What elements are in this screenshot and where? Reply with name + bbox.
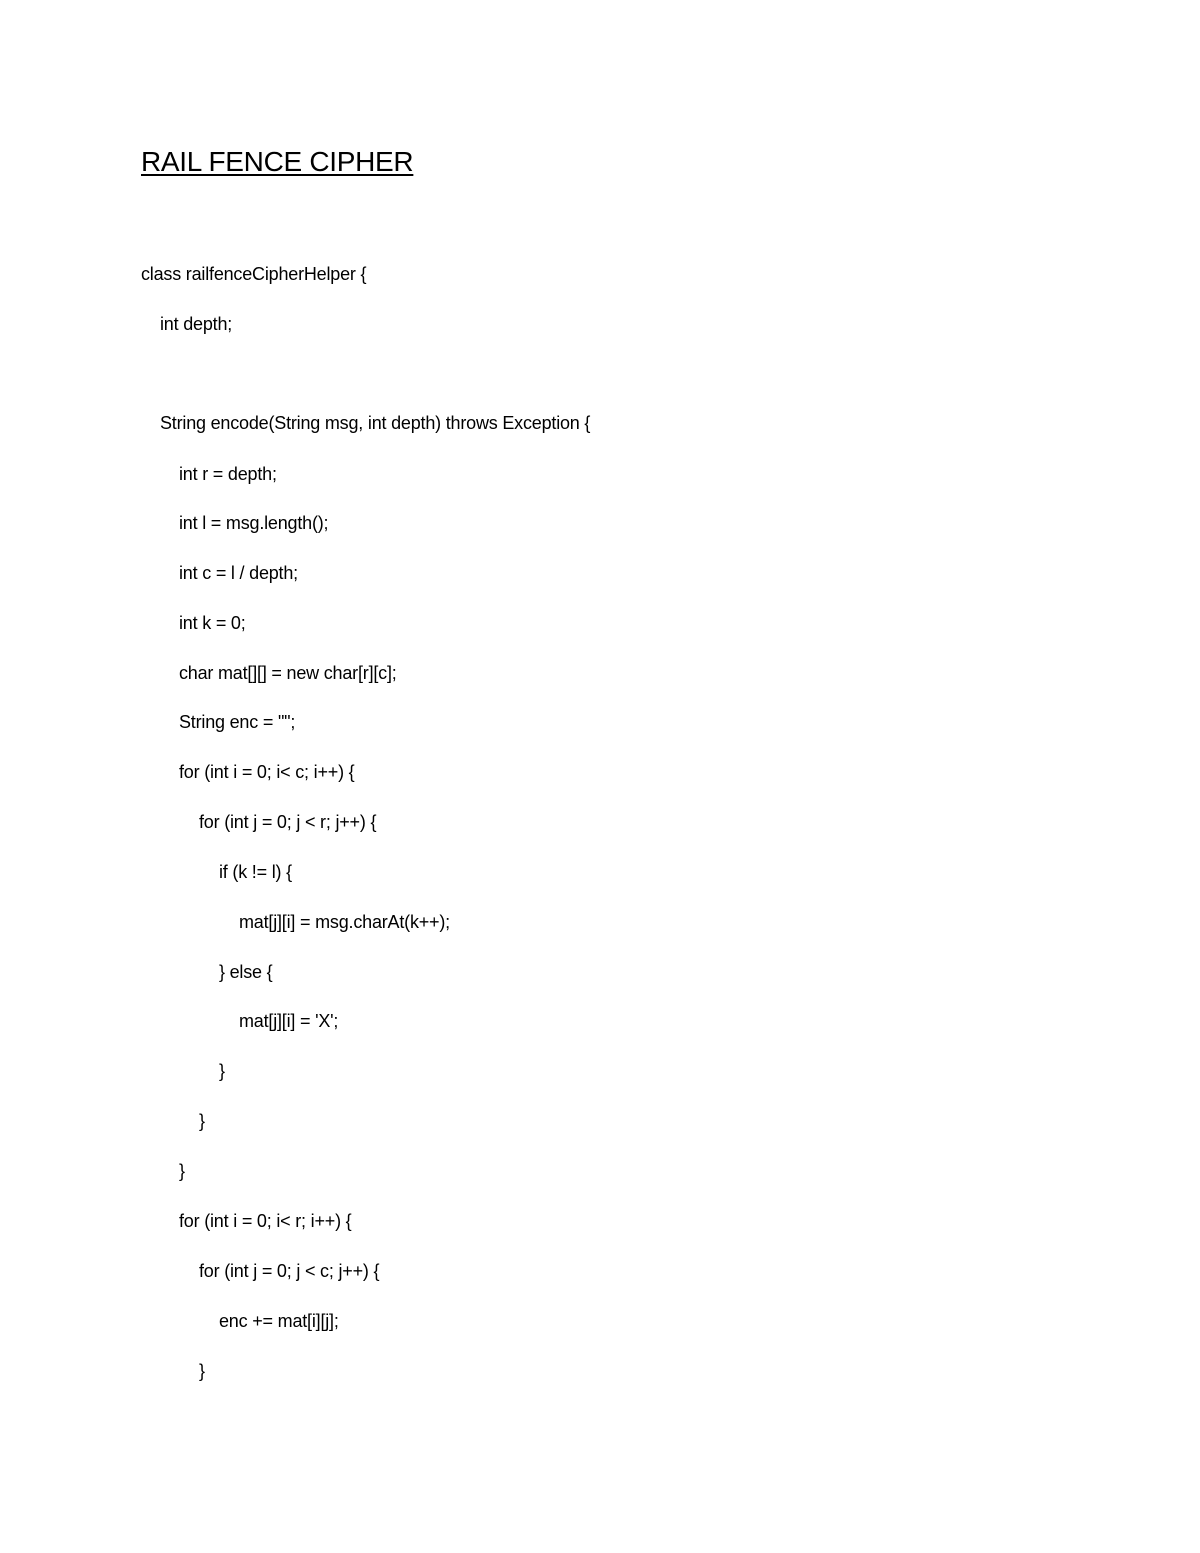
code-line: class railfenceCipherHelper { bbox=[141, 264, 367, 284]
code-line: for (int j = 0; j < c; j++) { bbox=[199, 1261, 380, 1281]
code-line: } else { bbox=[219, 962, 273, 982]
document-title: RAIL FENCE CIPHER bbox=[141, 146, 414, 177]
code-line: if (k != l) { bbox=[219, 862, 292, 882]
code-line: int k = 0; bbox=[179, 613, 246, 633]
code-line: } bbox=[199, 1111, 205, 1131]
code-line: char mat[][] = new char[r][c]; bbox=[179, 663, 397, 683]
code-line: int c = l / depth; bbox=[179, 563, 298, 583]
code-line: } bbox=[199, 1361, 205, 1381]
code-line: } bbox=[179, 1161, 185, 1181]
code-line: enc += mat[i][j]; bbox=[219, 1311, 339, 1331]
code-line: String encode(String msg, int depth) throws Exception { bbox=[160, 413, 591, 433]
code-line: mat[j][i] = 'X'; bbox=[239, 1011, 339, 1031]
code-line: int depth; bbox=[160, 314, 233, 334]
code-line: } bbox=[219, 1061, 225, 1081]
code-line: for (int j = 0; j < r; j++) { bbox=[199, 812, 377, 832]
code-line: for (int i = 0; i< c; i++) { bbox=[179, 762, 355, 782]
code-line: int r = depth; bbox=[179, 464, 277, 484]
code-line: String enc = ""; bbox=[179, 712, 296, 732]
code-line: int l = msg.length(); bbox=[179, 513, 329, 533]
code-line: for (int i = 0; i< r; i++) { bbox=[179, 1211, 352, 1231]
code-line: mat[j][i] = msg.charAt(k++); bbox=[239, 912, 450, 932]
